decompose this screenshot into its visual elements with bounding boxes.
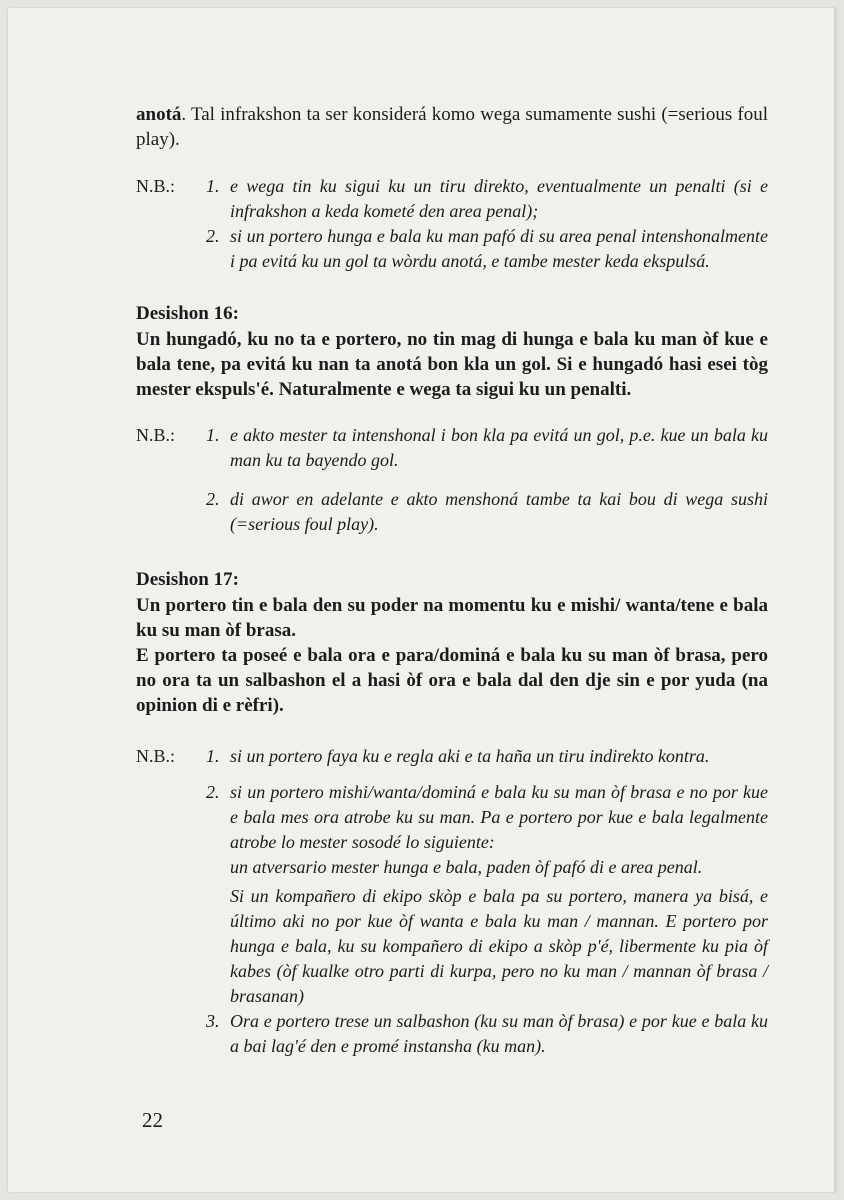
nb-number: 2. <box>206 226 220 246</box>
nb-label: N.B.: <box>136 425 176 445</box>
nb-text: Ora e portero trese un salbashon (ku su man òf brasa) e por kue e bala ku a bai lag'é den e promé instansha (ku man). <box>230 1011 768 1056</box>
decision-16-title: Desishon 16: <box>136 303 239 324</box>
nb-label: N.B.: <box>136 746 176 766</box>
nb-subtext: Si un kompañero di ekipo skòp e bala pa su portero, manera ya bisá, e último aki no por kue òf wanta e bala ku man / mannan. E portero por hunga e bala, ku su kompañero di ekipo a skòp p'é, libermente ku pia òf kabes (òf kualke otro parti di kurpa, pero no ku man / mannan òf brasa / brasanan) <box>230 886 768 1006</box>
book-page <box>8 8 836 1192</box>
nb-text: e wega tin ku sigui ku un tiru direkto, eventualmente un penalti (si e infrakshon a keda kometé den area penal); <box>230 176 768 221</box>
nb-item-b2 <box>136 487 768 537</box>
nb-item-a1 <box>136 174 768 224</box>
nb-number: 2. <box>206 782 220 802</box>
nb-item-b1 <box>136 423 768 473</box>
nb-text: si un portero mishi/wanta/dominá e bala ku su man òf brasa e no por kue e bala mes ora atrobe ku su man. Pa e portero por kue e bala legalmente atrobe lo mester sosodé lo siguiente: <box>230 782 768 852</box>
nb-number: 3. <box>206 1011 220 1031</box>
intro-text: . Tal infrakshon ta ser konsiderá komo wega sumamente sushi (=serious foul play). <box>136 104 768 150</box>
nb-number: 1. <box>206 425 220 445</box>
decision-17-text-2: E portero ta poseé e bala ora e para/dominá e bala ku su man òf brasa, pero no ora ta un salbashon el a hasi òf ora e bala dal den dje sin e por yuda (na opinion di e rèfri). <box>136 645 768 716</box>
decision-17-title: Desishon 17: <box>136 569 239 590</box>
nb-number: 2. <box>206 489 220 509</box>
nb-label: N.B.: <box>136 176 176 196</box>
nb-item-c2 <box>136 780 768 1009</box>
nb-text: di awor en adelante e akto menshoná tambe ta kai bou di wega sushi (=serious foul play). <box>230 489 768 534</box>
nb-number: 1. <box>206 176 220 196</box>
nb-text: e akto mester ta intenshonal i bon kla pa evitá un gol, p.e. kue un bala ku man ku ta bayendo gol. <box>230 425 768 470</box>
nb-subtext: un atversario mester hunga e bala, paden òf pafó di e area penal. <box>230 857 703 877</box>
nb-text: si un portero hunga e bala ku man pafó di su area penal intenshonalmente i pa evitá ku un gol ta wòrdu anotá, e tambe mester keda ekspulsá. <box>230 226 768 271</box>
nb-item-a2 <box>136 224 768 274</box>
nb-item-c1 <box>136 744 768 769</box>
nb-item-c3 <box>136 1009 768 1059</box>
decision-16-text: Un hungadó, ku no ta e portero, no tin mag di hunga e bala ku man òf kue e bala tene, pa evitá ku nan ta anotá bon kla un gol. Si e hungadó hasi esei tòg mester ekspuls'é. Naturalmente e wega ta sigui ku un penalti. <box>136 329 768 400</box>
page-content <box>136 102 768 1059</box>
nb-number: 1. <box>206 746 220 766</box>
intro-bold-word: anotá <box>136 104 182 125</box>
nb-text: si un portero faya ku e regla aki e ta haña un tiru indirekto kontra. <box>230 746 710 766</box>
page-number: 22 <box>142 1108 163 1132</box>
intro-paragraph <box>136 102 768 152</box>
decision-17-text-1: Un portero tin e bala den su poder na momentu ku e mishi/ wanta/tene e bala ku su man òf brasa. <box>136 595 768 641</box>
